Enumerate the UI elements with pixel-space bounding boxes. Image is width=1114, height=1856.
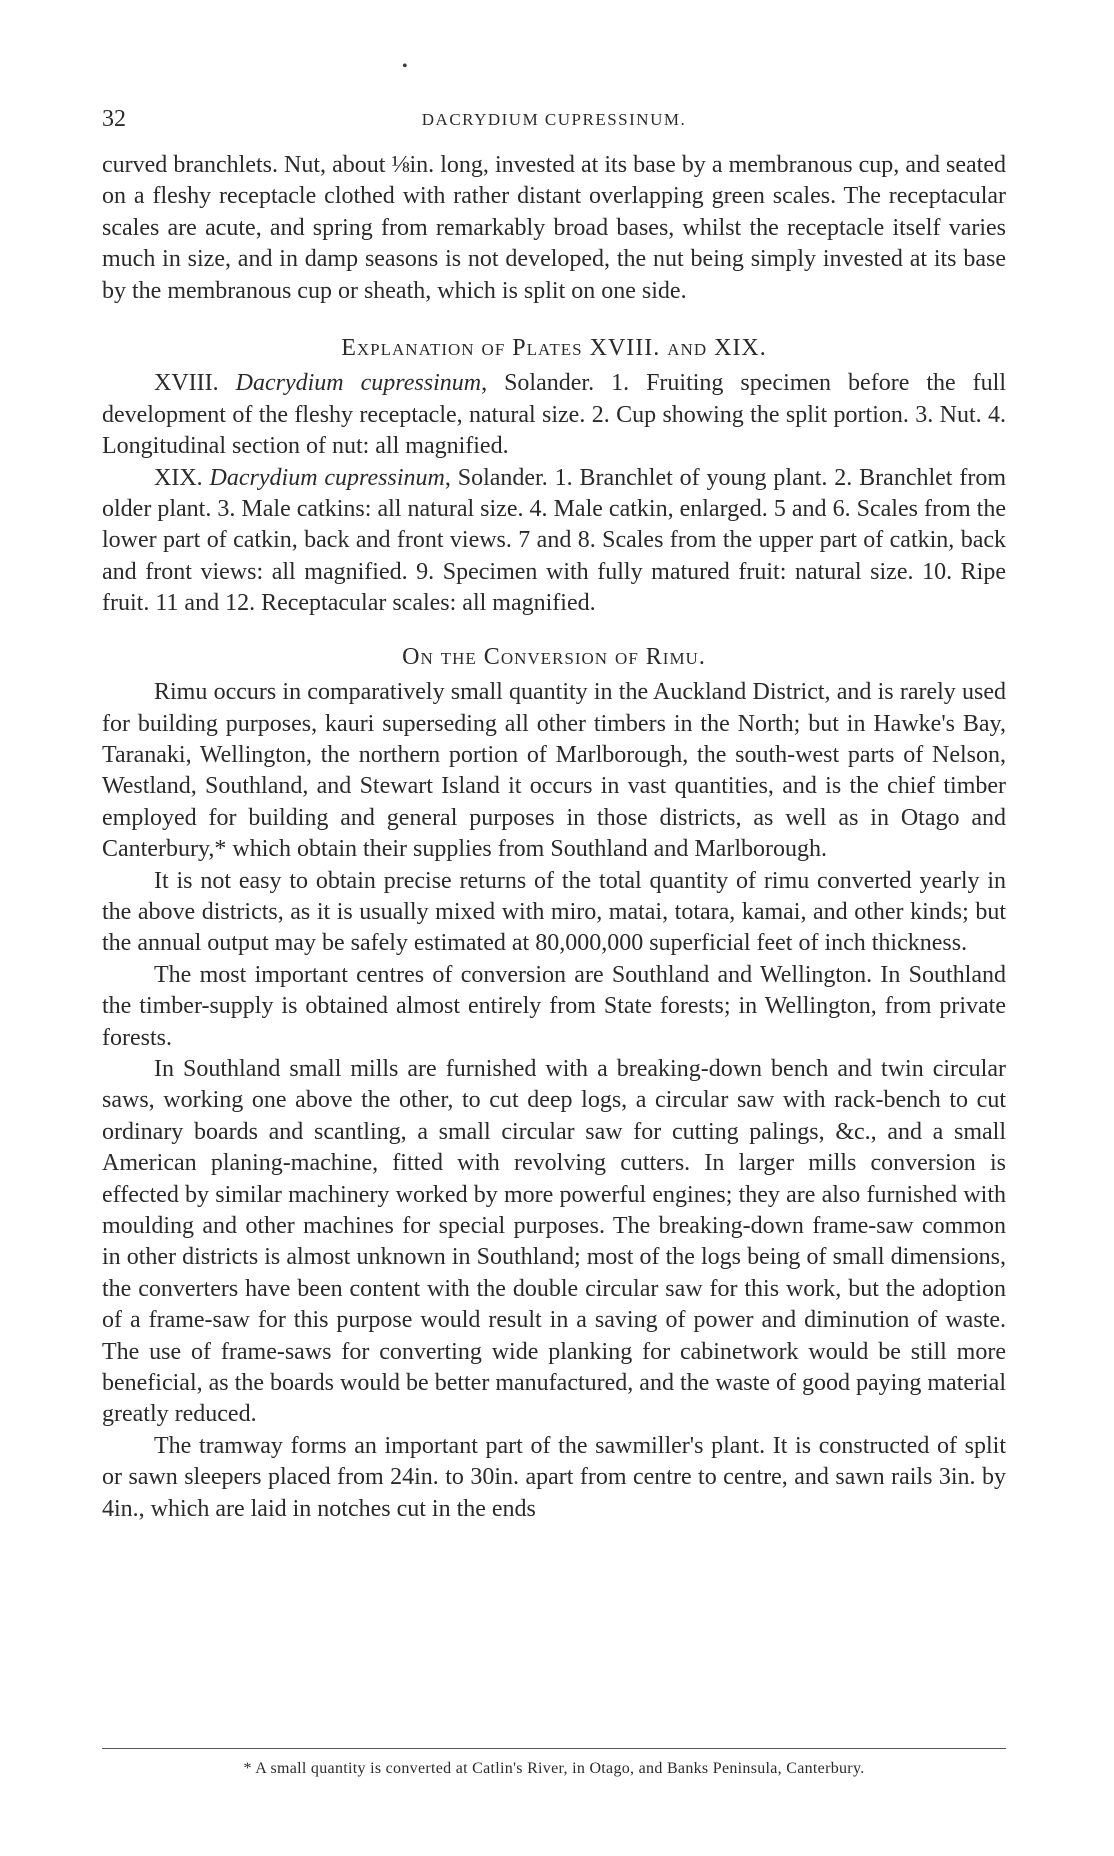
running-head: DACRYDIUM CUPRESSINUM. xyxy=(421,110,687,129)
page-number: 32 xyxy=(102,106,126,132)
plate-xviii-explanation xyxy=(102,368,1006,462)
plate-xviii-text: , Solander. 1. Fruiting specimen before the full development of the fleshy receptacle, natural size. 2. Cup showing the split portion. 3. Nut. 4. Longitudinal section of nut: all magnified. xyxy=(102,370,1007,460)
printer-mark: • xyxy=(402,58,408,75)
paragraph-southland-mills: In Southland small mills are furnished with a breaking-down bench and twin circular saws, working one above the other, to cut deep logs, a circular saw with rack-bench to cut ordinary boards and scantling, a small circular saw for cutting palings, &c., and a small American planing-machine, fitted with revolving cutters. In larger mills conversion is effected by similar machinery worked by more powerful engines; they are also furnished with moulding and other machines for special purposes. The breaking-down frame-saw common in other districts is almost unknown in Southland; most of the logs being of small dimensions, the converters have been content with the double circular saw for this work, but the adoption of a frame-saw for this purpose would result in a saving of power and diminution of waste. The use of frame-saws for converting wide planking for cabinetwork would be still more beneficial, as the boards would be better manufactured, and the waste of good paying material greatly reduced. xyxy=(102,1055,1006,1428)
footnote: * A small quantity is converted at Catlin's River, in Otago, and Banks Peninsula, Canterbury. xyxy=(243,1760,865,1777)
paragraph-tramway: The tramway forms an important part of the sawmiller's plant. It is constructed of split or sawn sleepers placed from 24in. to 30in. apart from centre to centre, and sawn rails 3in. by 4in., which are laid in notches cut in the ends xyxy=(102,1432,1006,1522)
book-page xyxy=(102,0,1006,1856)
plate-xviii-numeral: XVIII. xyxy=(154,370,219,397)
plate-xix-species: Dacrydium cupressinum xyxy=(209,464,445,491)
page-header xyxy=(102,106,1006,136)
plate-xix-explanation xyxy=(102,463,1006,620)
paragraph-conversion-centres: The most important centres of conversion are Southland and Wellington. In Southland the timber-supply is obtained almost entirely from State forests; in Wellington, from private forests. xyxy=(102,961,1006,1051)
footnote-divider xyxy=(102,1748,1006,1749)
paragraph-rimu-occurrence: Rimu occurs in comparatively small quantity in the Auckland District, and is rarely used for building purposes, kauri superseding all other timbers in the North; but in Hawke's Bay, Taranaki, Wellington, the northern portion of Marlborough, the south-west parts of Nelson, Westland, Southland, and Stewart Island it occurs in vast quantities, and is the chief timber employed for building and general purposes in those districts, as well as in Otago and Canterbury,* which obtain their supplies from Southland and Marlborough. xyxy=(102,679,1006,863)
conversion-heading: On the Conversion of Rimu. xyxy=(402,643,706,670)
plate-xviii-species: Dacrydium cupressinum xyxy=(235,370,482,397)
explanation-heading: Explanation of Plates XVIII. and XIX. xyxy=(341,335,767,362)
paragraph-continuation: curved branchlets. Nut, about ⅛in. long, invested at its base by a membranous cup, and seated on a fleshy receptacle clothed with rather distant overlapping green scales. The receptacular scales are acute, and spring from remarkably broad bases, whilst the receptacle itself varies much in size, and in damp seasons is not developed, the nut being simply invested at its base by the membranous cup or sheath, which is split on one side. xyxy=(102,152,1006,304)
plate-xix-numeral: XIX. xyxy=(154,464,203,491)
paragraph-rimu-output: It is not easy to obtain precise returns of the total quantity of rimu converted yearly in the above districts, as it is usually mixed with miro, matai, totara, kamai, and other kinds; but the annual output may be safely estimated at 80,000,000 superficial feet of inch thickness. xyxy=(102,867,1006,957)
page-body xyxy=(102,150,1006,1525)
plate-xix-text: , Solander. 1. Branchlet of young plant. 2. Branchlet from older plant. 3. Male catkins: all natural size. 4. Male catkin, enlarged. 5 and 6. Scales from the lower part of catkin, back and front views. 7 and 8. Scales from the upper part of catkin, back and front views: all magnified. 9. Specimen with fully matured fruit: natural size. 10. Ripe fruit. 11 and 12. Receptacular scales: all magnified. xyxy=(102,464,1006,617)
